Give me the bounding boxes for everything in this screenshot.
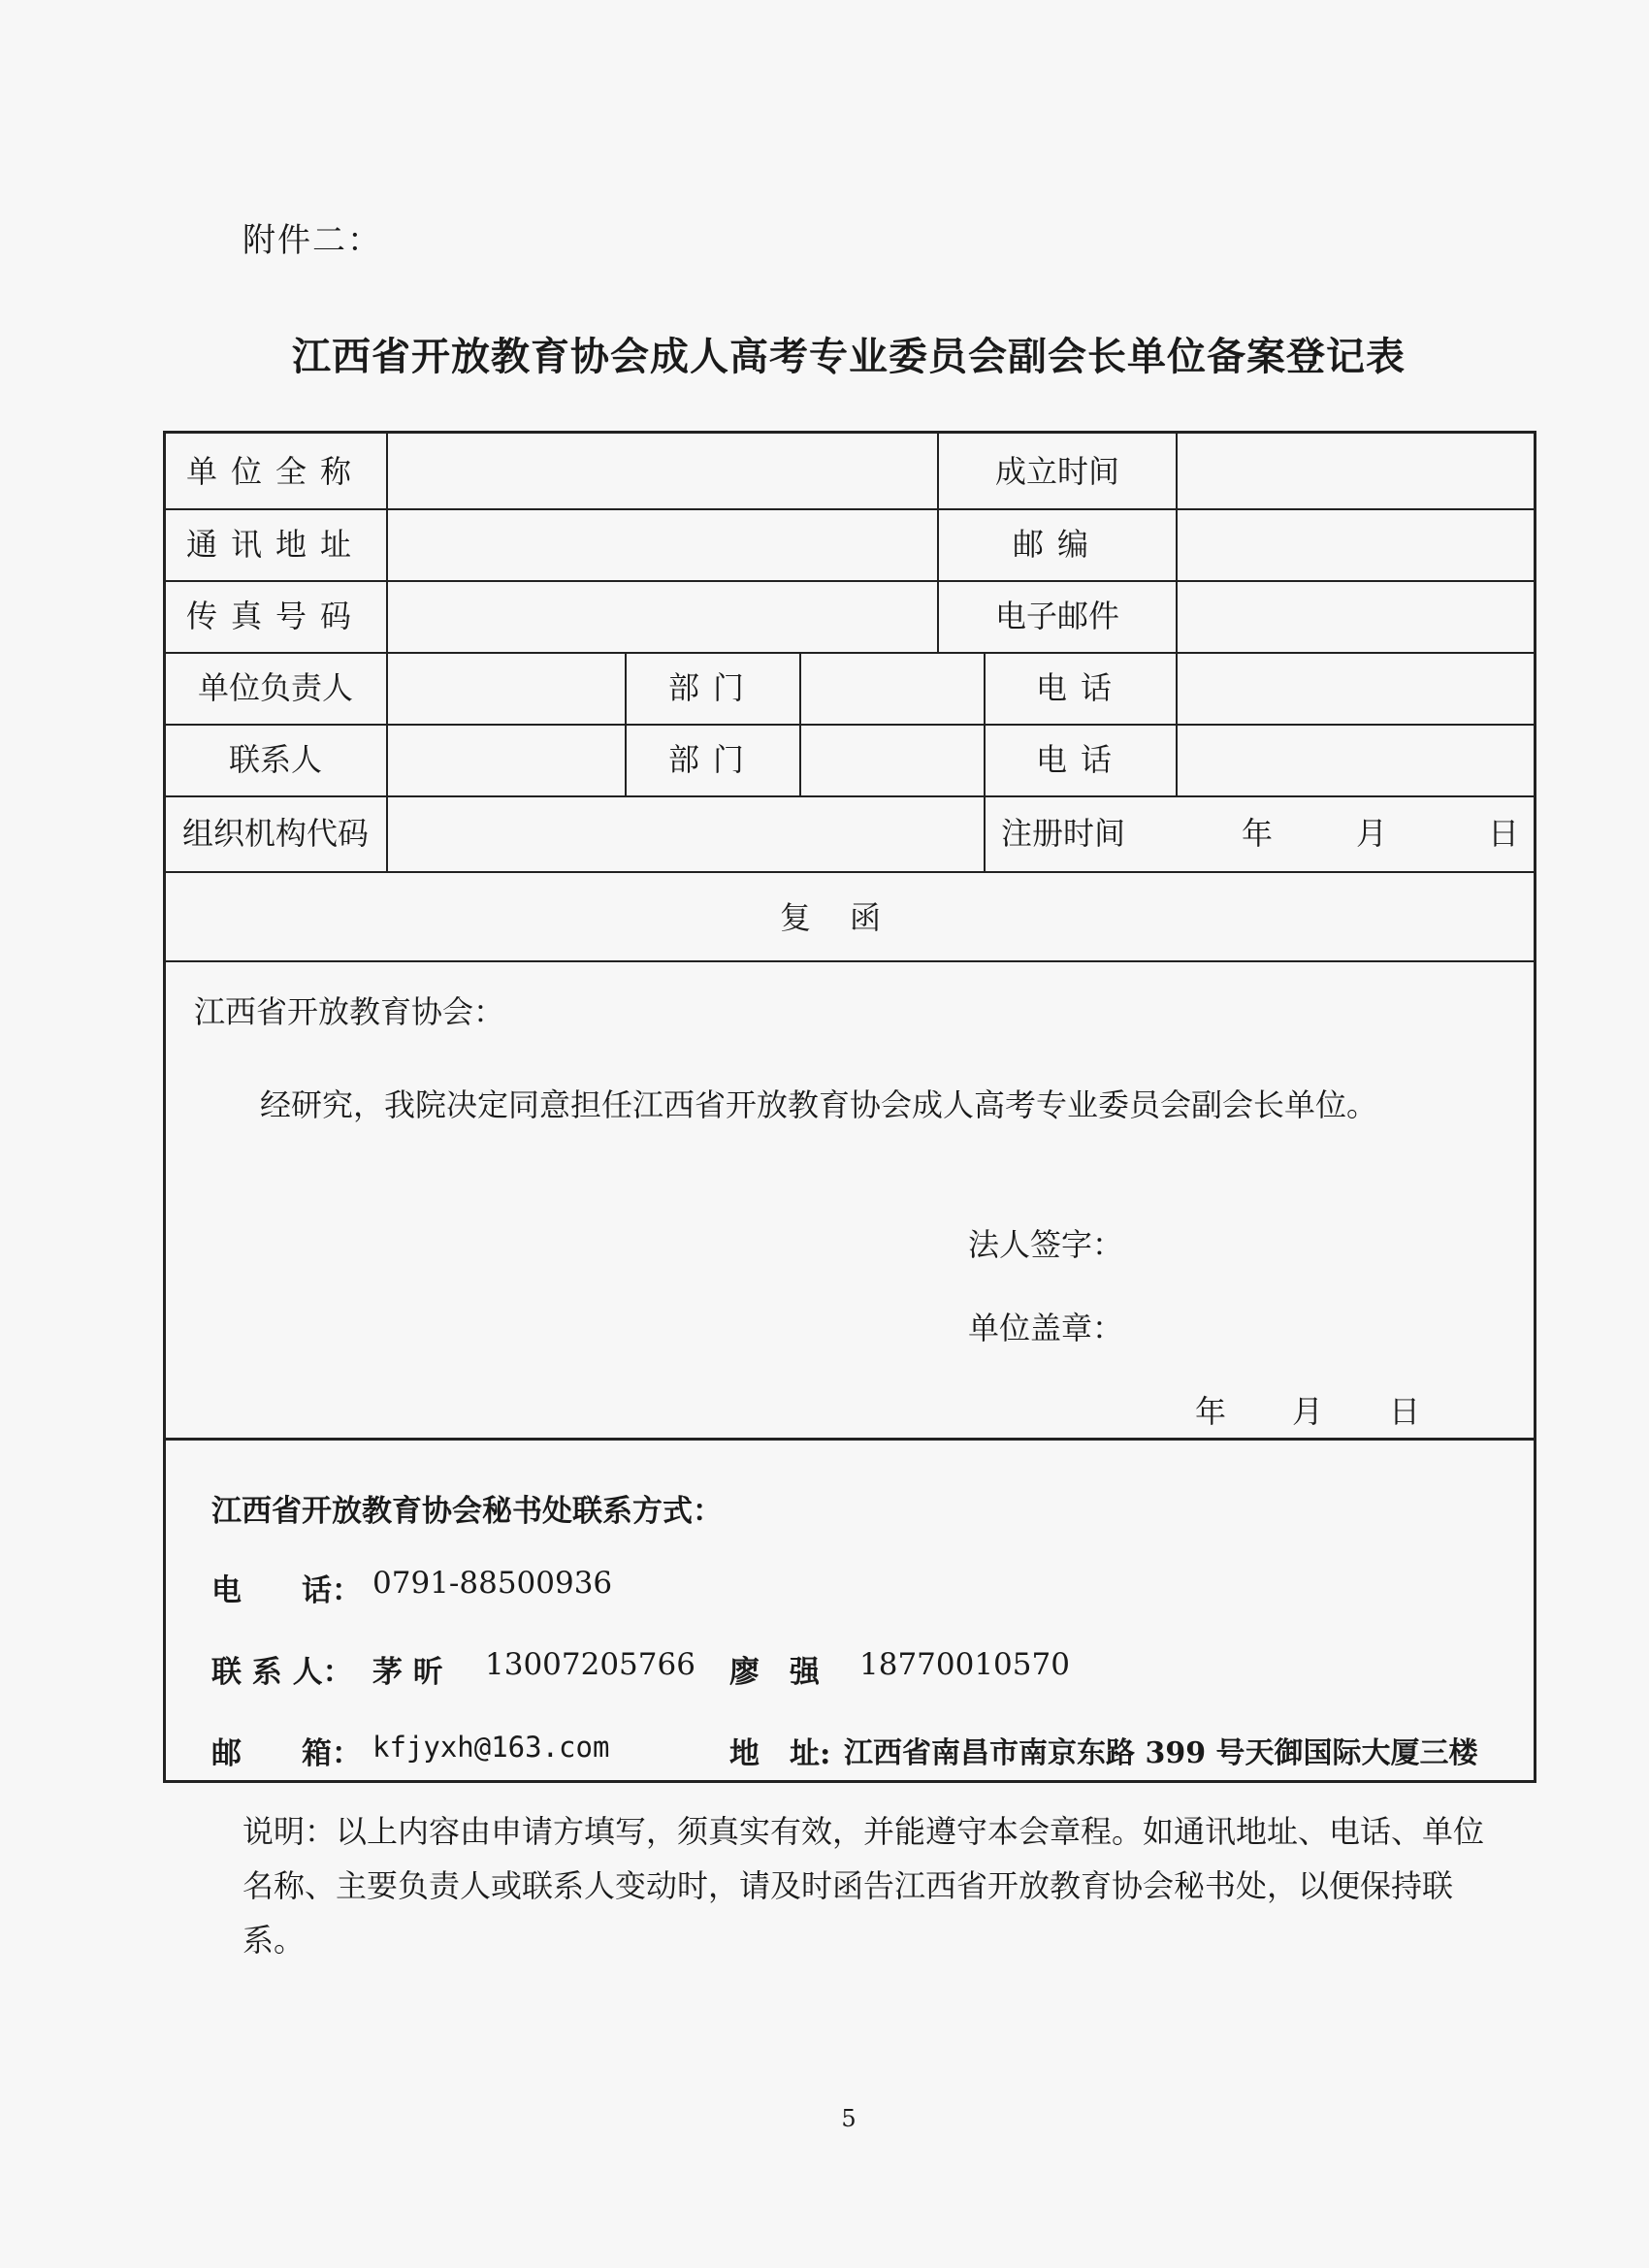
row-line — [165, 960, 1535, 962]
row-line — [165, 724, 1535, 726]
unit-full-name-label: 单位全称 — [186, 453, 366, 490]
fax-label: 传真号码 — [186, 598, 366, 634]
phone-label: 电话 — [1035, 741, 1125, 778]
register-year: 年 — [1242, 815, 1274, 852]
reply-salutation: 江西省开放教育协会： — [194, 993, 505, 1030]
row-line — [165, 1438, 1535, 1441]
reply-day: 日 — [1389, 1393, 1421, 1430]
reply-month: 月 — [1292, 1393, 1324, 1430]
established-label: 成立时间 — [994, 453, 1119, 490]
contact-email-value: kfjyxh@163.com — [372, 1731, 610, 1764]
form-title: 江西省开放教育协会成人高考专业委员会副会长单位备案登记表 — [292, 334, 1406, 379]
row-line — [165, 871, 1535, 873]
department-label: 部门 — [667, 669, 758, 706]
contact-address-value: 江西省南昌市南京东路 399 号天御国际大厦三楼 — [844, 1736, 1478, 1770]
contact-email-label: 邮 箱： — [211, 1736, 362, 1771]
legal-signature-label: 法人签字： — [968, 1226, 1124, 1263]
address-label: 通讯地址 — [186, 526, 366, 563]
col-line — [799, 652, 801, 795]
page-number: 5 — [841, 2105, 857, 2132]
reply-header: 复函 — [779, 899, 920, 936]
unit-seal-label: 单位盖章： — [968, 1310, 1124, 1346]
department-label: 部门 — [667, 741, 758, 778]
contact-person-label: 联 系 人： — [211, 1655, 353, 1690]
contact-person2-phone: 18770010570 — [859, 1647, 1070, 1682]
col-line — [1176, 433, 1178, 795]
contact-person2-name: 廖 强 — [729, 1655, 820, 1690]
reply-year: 年 — [1195, 1393, 1227, 1430]
contact-phone-label: 电 话： — [211, 1573, 362, 1608]
contact-address-label: 地 址: — [729, 1736, 831, 1771]
row-line — [165, 652, 1535, 654]
row-line — [165, 795, 1535, 797]
row-line — [165, 508, 1535, 510]
row-line — [165, 580, 1535, 582]
contact-person1-phone: 13007205766 — [485, 1647, 695, 1682]
register-day: 日 — [1488, 815, 1520, 852]
register-month: 月 — [1356, 815, 1388, 852]
phone-label: 电话 — [1035, 669, 1125, 706]
postcode-label: 邮编 — [1012, 526, 1102, 563]
attachment-label: 附件二： — [242, 221, 382, 260]
note-paragraph: 说明：以上内容由申请方填写，须真实有效，并能遵守本会章程。如通讯地址、电话、单位名称、主要负责人或联系人变动时，请及时函告江西省开放教育协会秘书处，以便保持联系。 — [242, 1813, 1485, 1959]
register-time-label: 注册时间 — [1001, 815, 1126, 852]
contact-person-label: 联系人 — [228, 741, 322, 778]
unit-head-label: 单位负责人 — [197, 669, 353, 706]
contact-heading: 江西省开放教育协会秘书处联系方式： — [211, 1494, 723, 1529]
email-label: 电子邮件 — [994, 598, 1119, 634]
org-code-label: 组织机构代码 — [181, 815, 369, 852]
contact-person1-name: 茅 昕 — [372, 1655, 443, 1690]
col-line — [386, 433, 388, 871]
reply-body: 经研究，我院决定同意担任江西省开放教育协会成人高考专业委员会副会长单位。 — [260, 1086, 1378, 1123]
contact-phone-value: 0791-88500936 — [372, 1566, 613, 1601]
